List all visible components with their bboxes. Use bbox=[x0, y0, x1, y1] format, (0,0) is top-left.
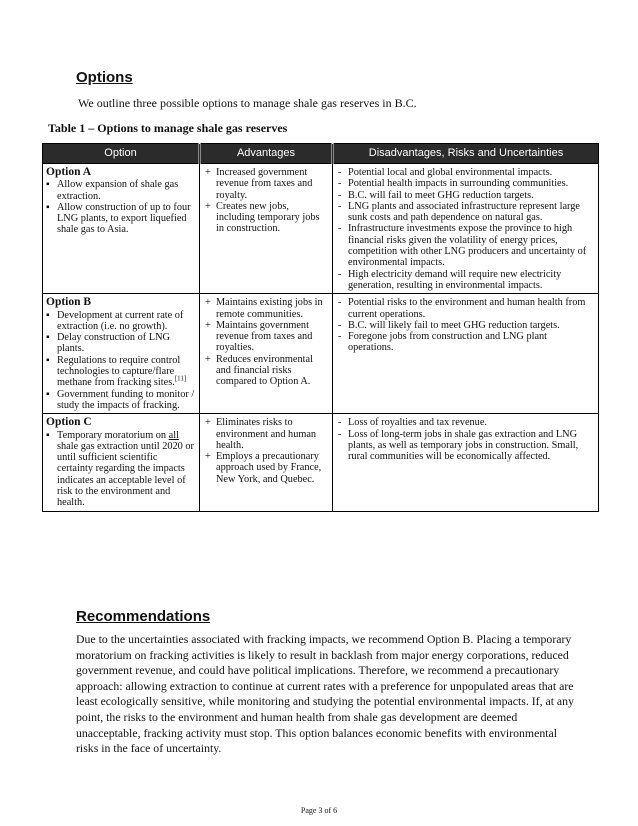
header-disadvantages: Disadvantages, Risks and Uncertainties bbox=[333, 144, 599, 164]
list-item: + Creates new jobs, including temporary jobs in construction. bbox=[203, 201, 329, 235]
list-item: ▪ Allow expansion of shale gas extraction. bbox=[46, 179, 196, 202]
header-option: Option bbox=[43, 144, 200, 164]
list-item: - Loss of long-term jobs in shale gas extraction and LNG plants, as well as temporary jobs in construction. Small, rural communities will be economically affected. bbox=[336, 429, 595, 463]
option-c-cell bbox=[43, 414, 200, 511]
list-item: + Employs a precautionary approach used by France, New York, and Quebec. bbox=[203, 451, 329, 485]
option-a-list bbox=[46, 179, 196, 235]
table-header-row bbox=[43, 144, 599, 164]
table-row-option-c bbox=[43, 414, 599, 511]
option-c-list bbox=[46, 430, 196, 509]
option-b-advantages bbox=[200, 294, 333, 414]
options-table bbox=[42, 143, 599, 512]
option-a-title: Option A bbox=[46, 166, 92, 178]
list-item: + Reduces environmental and financial risks compared to Option A. bbox=[203, 354, 329, 388]
option-a-advantages bbox=[200, 164, 333, 294]
option-c-disadvantages bbox=[333, 414, 599, 511]
option-c-advantages bbox=[200, 414, 333, 511]
recommendations-heading: Recommendations bbox=[76, 608, 211, 625]
list-item: - LNG plants and associated infrastructure represent large sunk costs and path dependence on natural gas. bbox=[336, 201, 595, 224]
list-item: + Maintains existing jobs in remote communities. bbox=[203, 297, 329, 320]
recommendations-text: Due to the uncertainties associated with fracking impacts, we recommend Option B. Placing a temporary moratorium on fracking activities is likely to result in backlash from major energy corporations, reduced government revenue, and could have political implications. Therefore, we recommend a precautionary approach: allowing extraction to continue at current rates with a preference for unpopulated areas that are least ecologically sensitive, while monitoring and studying the potential environmental impacts. If, at any point, the risks to the environment and human health from shale gas development are deemed unacceptable, fracking activity must stop. This option balances economic benefits with environmental risks in the face of uncertainty. bbox=[76, 632, 574, 756]
list-item: - Loss of royalties and tax revenue. bbox=[336, 417, 595, 428]
list-item: ▪ Delay construction of LNG plants. bbox=[46, 332, 196, 355]
list-item: - Foregone jobs from construction and LNG plant operations. bbox=[336, 331, 595, 354]
option-a-cell bbox=[43, 164, 200, 294]
options-heading: Options bbox=[76, 69, 133, 86]
list-item: + Eliminates risks to environment and human health. bbox=[203, 417, 329, 451]
underlined-word: all bbox=[168, 429, 179, 441]
option-b-cell bbox=[43, 294, 200, 414]
list-item: - B.C. will fail to meet GHG reduction targets. bbox=[336, 190, 595, 201]
table-caption: Table 1 – Options to manage shale gas reserves bbox=[48, 121, 288, 135]
list-item bbox=[46, 355, 196, 389]
list-item: - B.C. will likely fail to meet GHG reduction targets. bbox=[336, 320, 595, 331]
citation: [11] bbox=[174, 374, 187, 383]
list-item: - Potential health impacts in surrounding communities. bbox=[336, 178, 595, 189]
table-row-option-b bbox=[43, 294, 599, 414]
list-item: - Potential risks to the environment and human health from current operations. bbox=[336, 297, 595, 320]
list-item: ▪ Allow construction of up to four LNG plants, to export liquefied shale gas to Asia. bbox=[46, 202, 196, 236]
page-number: Page 3 of 6 bbox=[300, 806, 338, 815]
text-before: Temporary moratorium on bbox=[57, 429, 169, 441]
list-item: + Maintains government revenue from taxes and royalties. bbox=[203, 320, 329, 354]
list-item: ▪ Development at current rate of extraction (i.e. no growth). bbox=[46, 310, 196, 333]
text-after: shale gas extraction until 2020 or until sufficient scientific certainty regarding the impacts indicates an acceptable level of risk to the environment and health. bbox=[57, 440, 194, 509]
list-item: - High electricity demand will require new electricity generation, resulting in environmental impacts. bbox=[336, 269, 595, 292]
list-item-text: Regulations to require control technologies to capture/flare methane from fracking sites. bbox=[57, 354, 181, 389]
option-b-title: Option B bbox=[46, 296, 92, 309]
intro-text: We outline three possible options to manage shale gas reserves in B.C. bbox=[78, 96, 417, 110]
option-a-disadvantages bbox=[333, 164, 599, 294]
header-advantages: Advantages bbox=[200, 144, 333, 164]
option-b-disadvantages bbox=[333, 294, 599, 414]
table-row-option-a bbox=[43, 164, 599, 294]
list-item: - Infrastructure investments expose the province to high financial risks given the volatility of energy prices, competition with other LNG producers and uncertainty of environmental impacts. bbox=[336, 223, 595, 268]
list-item: - Potential local and global environmental impacts. bbox=[336, 167, 595, 178]
list-item: + Increased government revenue from taxes and royalty. bbox=[203, 167, 329, 201]
list-item: ▪ Government funding to monitor / study the impacts of fracking. bbox=[46, 389, 196, 412]
option-c-title: Option C bbox=[46, 416, 92, 429]
option-b-list bbox=[46, 310, 196, 412]
list-item bbox=[46, 430, 196, 509]
